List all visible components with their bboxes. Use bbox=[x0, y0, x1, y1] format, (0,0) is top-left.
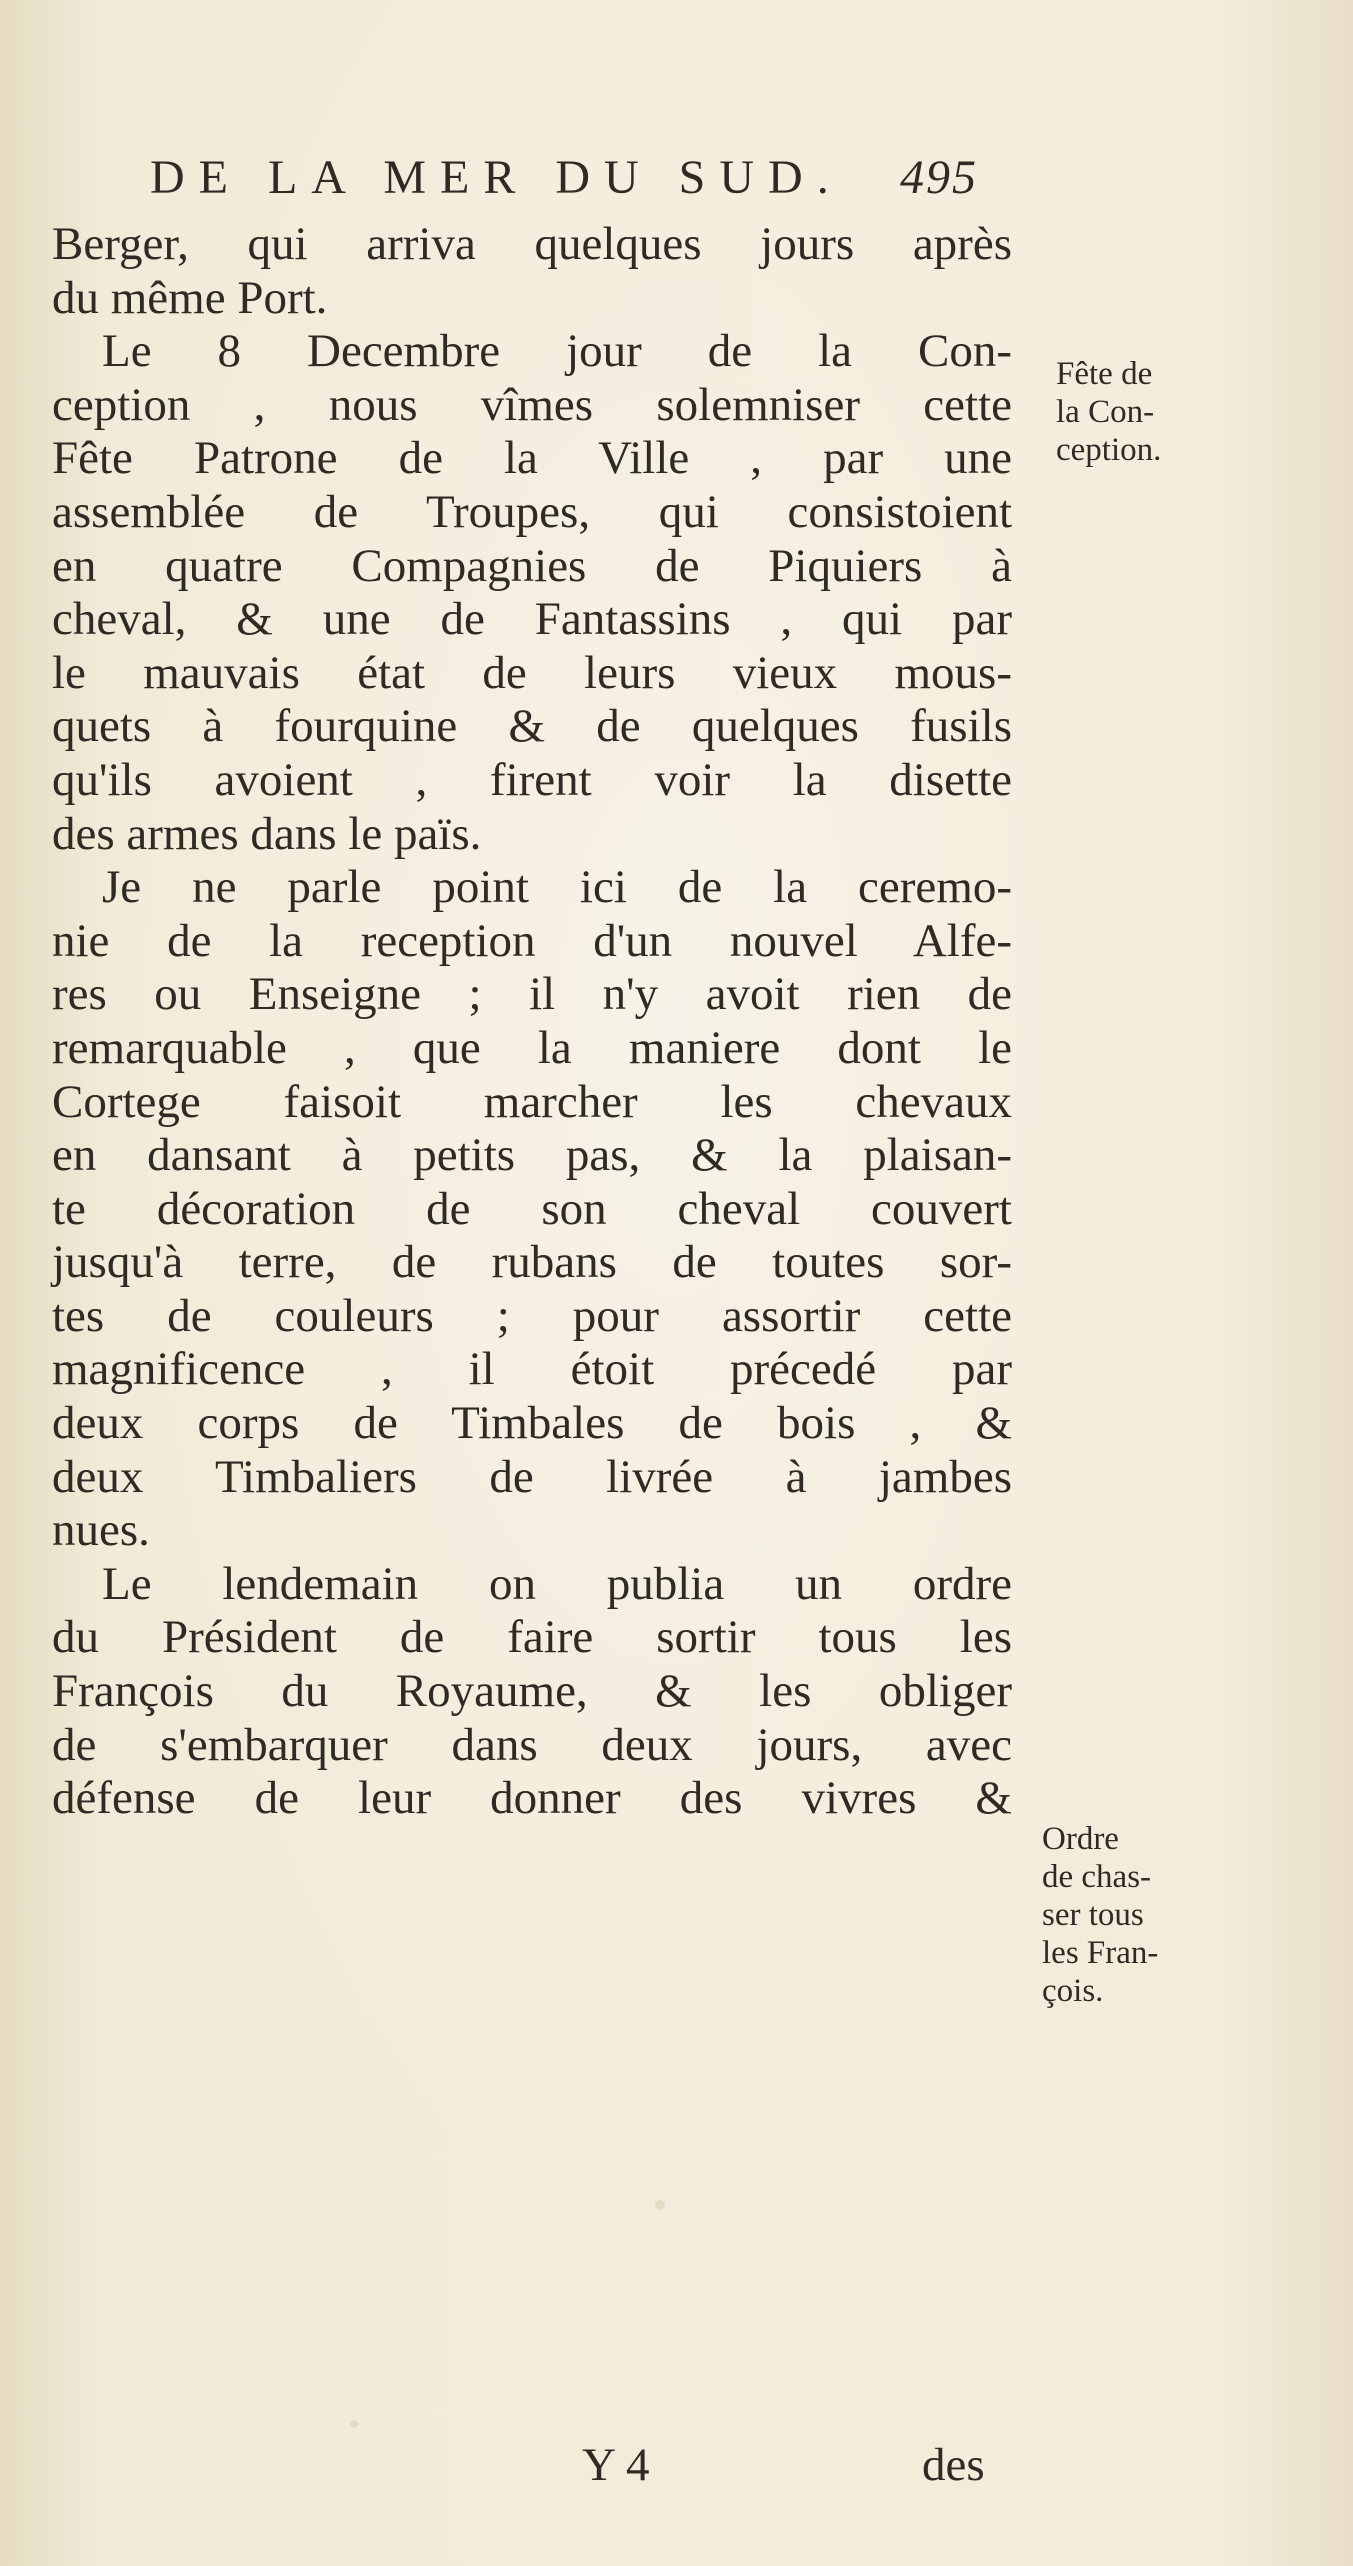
text-line: des armes dans le païs. bbox=[52, 807, 482, 860]
text-line: qu'ils avoient , firent voir la disette bbox=[52, 753, 1012, 806]
text-line: en quatre Compagnies de Piquiers à bbox=[52, 539, 1012, 592]
text-line: nie de la reception d'un nouvel Alfe- bbox=[52, 914, 1012, 967]
text-line: le mauvais état de leurs vieux mous- bbox=[52, 646, 1012, 699]
text-line: défense de leur donner des vivres & bbox=[52, 1772, 1012, 1825]
paper-stain bbox=[350, 2420, 358, 2428]
text-line: te décoration de son cheval couvert bbox=[52, 1182, 1012, 1235]
text-line: remarquable , que la maniere dont le bbox=[52, 1021, 1012, 1074]
margin-note-line: çois. bbox=[1042, 1973, 1104, 2009]
margin-note-ordre bbox=[1042, 1820, 1158, 2010]
text-line: Fête Patrone de la Ville , par une bbox=[52, 432, 1012, 485]
text-line: deux corps de Timbales de bois , & bbox=[52, 1397, 1012, 1450]
text-line: ception , nous vîmes solemniser cette bbox=[52, 378, 1012, 431]
text-line: assemblée de Troupes, qui consistoient bbox=[52, 485, 1012, 538]
margin-note-line: Fête de bbox=[1056, 356, 1153, 392]
text-line: res ou Enseigne ; il n'y avoit rien de bbox=[52, 968, 1012, 1021]
page-number: 495 bbox=[900, 151, 978, 204]
running-head bbox=[150, 150, 1050, 220]
signature-mark: Y 4 bbox=[582, 2439, 650, 2491]
text-line: François du Royaume, & les obliger bbox=[52, 1665, 1012, 1718]
running-head-title: DE LA MER DU SUD. bbox=[150, 151, 843, 204]
text-line: Je ne parle point ici de la ceremo- bbox=[102, 861, 1012, 914]
margin-note-line: ception. bbox=[1056, 432, 1162, 468]
catchword: des bbox=[922, 2439, 985, 2491]
page-footer bbox=[52, 2438, 1012, 2496]
text-line: jusqu'à terre, de rubans de toutes sor- bbox=[52, 1236, 1012, 1289]
margin-note-line: de chas- bbox=[1042, 1859, 1152, 1895]
text-line: du Président de faire sortir tous les bbox=[52, 1611, 1012, 1664]
text-line: de s'embarquer dans deux jours, avec bbox=[52, 1718, 1012, 1771]
text-line: en dansant à petits pas, & la plaisan- bbox=[52, 1129, 1012, 1182]
text-line: Le lendemain on publia un ordre bbox=[102, 1557, 1012, 1610]
text-line: du même Port. bbox=[52, 271, 328, 324]
text-line: Cortege faisoit marcher les chevaux bbox=[52, 1075, 1012, 1128]
margin-note-line: Ordre bbox=[1042, 1821, 1119, 1857]
text-line: Berger, qui arriva quelques jours après bbox=[52, 218, 1012, 270]
text-line: magnificence , il étoit précedé par bbox=[52, 1343, 1012, 1396]
text-line: Le 8 Decembre jour de la Con- bbox=[102, 325, 1012, 378]
margin-note-line: la Con- bbox=[1056, 394, 1155, 430]
text-line: tes de couleurs ; pour assortir cette bbox=[52, 1289, 1012, 1342]
text-line: cheval, & une de Fantassins , qui par bbox=[52, 593, 1012, 646]
body-text bbox=[52, 218, 1012, 1826]
text-line: quets à fourquine & de quelques fusils bbox=[52, 700, 1012, 753]
margin-note-line: les Fran- bbox=[1042, 1935, 1159, 1971]
text-line: deux Timbaliers de livrée à jambes bbox=[52, 1450, 1012, 1503]
margin-note-conception bbox=[1056, 355, 1161, 469]
margin-note-line: ser tous bbox=[1042, 1897, 1144, 1933]
paper-stain bbox=[655, 2200, 665, 2210]
text-line: nues. bbox=[52, 1504, 150, 1557]
